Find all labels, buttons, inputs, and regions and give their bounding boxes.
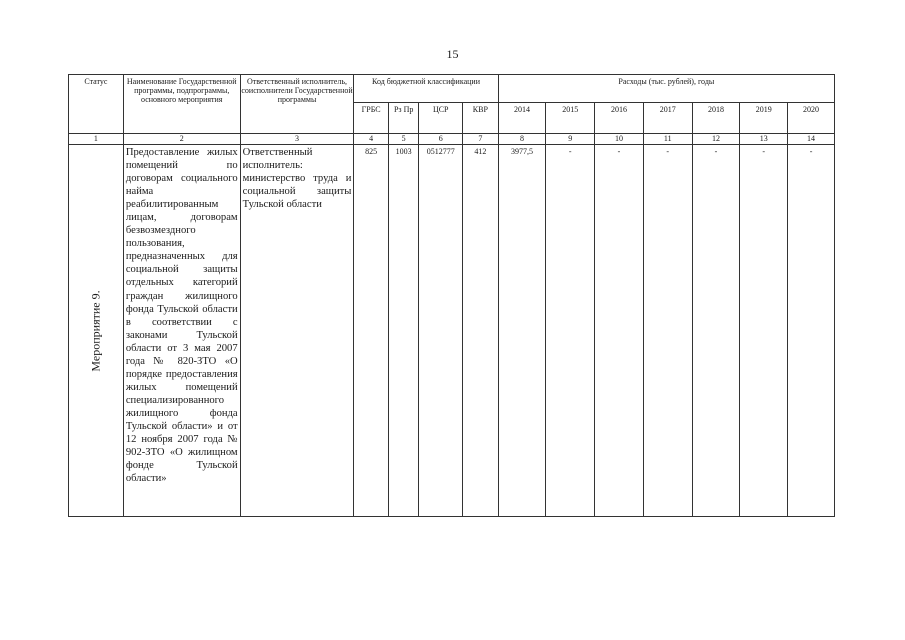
- column-number: 12: [692, 134, 740, 145]
- expense-2018: -: [692, 145, 740, 517]
- column-number-row: [69, 134, 835, 145]
- measure-name: Предоставление жилых помещений по договорам социального найма реабилитированным лицам, договорам безвозмездного пользования, предназначенных для социальной защиты отдельных категорий граждан жилищного фонда Тульской области в соответствии с законами Тульской области от 3 мая 2007 года № 820-ЗТО «О порядке предоставления жилых помещений специализированного жилищного фонда Тульской области» и от 12 ноября 2007 года № 902-ЗТО «О жилищном фонде Тульской области»: [123, 145, 240, 517]
- column-number: 1: [69, 134, 124, 145]
- column-number: 13: [740, 134, 788, 145]
- column-number: 2: [123, 134, 240, 145]
- column-number: 10: [595, 134, 644, 145]
- rzpr-value: 1003: [388, 145, 418, 517]
- column-number: 7: [463, 134, 499, 145]
- grbs-value: 825: [354, 145, 389, 517]
- header-year-2015: 2015: [546, 103, 595, 134]
- header-year-2018: 2018: [692, 103, 740, 134]
- header-year-2019: 2019: [740, 103, 788, 134]
- header-name: Наименование Государственной программы, подпрограммы, основного мероприятия: [123, 75, 240, 134]
- expense-2014: 3977,5: [498, 145, 546, 517]
- budget-table: [68, 74, 835, 517]
- status-label: Мероприятие 9.: [88, 289, 103, 372]
- table-row: [69, 145, 835, 517]
- column-number: 4: [354, 134, 389, 145]
- page-number: 15: [446, 47, 459, 61]
- header-year-2017: 2017: [643, 103, 692, 134]
- column-number: 11: [643, 134, 692, 145]
- responsible-executor: Ответственный исполнитель: министерство труда и социальной защиты Тульской области: [240, 145, 354, 517]
- header-responsible: Ответственный исполнитель, соисполнители Государственной программы: [240, 75, 354, 134]
- header-year-2014: 2014: [498, 103, 546, 134]
- column-number: 8: [498, 134, 546, 145]
- expense-2019: -: [740, 145, 788, 517]
- column-number: 6: [419, 134, 463, 145]
- expense-2020: -: [788, 145, 835, 517]
- status-cell: [69, 145, 124, 517]
- column-number: 5: [388, 134, 418, 145]
- header-grbs: ГРБС: [354, 103, 389, 134]
- kvr-value: 412: [463, 145, 499, 517]
- header-year-2020: 2020: [788, 103, 835, 134]
- header-row-top: [69, 75, 835, 103]
- header-status: Статус: [69, 75, 124, 134]
- header-expenses: Расходы (тыс. рублей), годы: [498, 75, 834, 103]
- column-number: 9: [546, 134, 595, 145]
- header-rzpr: Рз Пр: [388, 103, 418, 134]
- column-number: 14: [788, 134, 835, 145]
- header-kvr: КВР: [463, 103, 499, 134]
- header-budget-code: Код бюджетной классификации: [354, 75, 498, 103]
- csr-value: 0512777: [419, 145, 463, 517]
- expense-2016: -: [595, 145, 644, 517]
- expense-2015: -: [546, 145, 595, 517]
- column-number: 3: [240, 134, 354, 145]
- expense-2017: -: [643, 145, 692, 517]
- header-csr: ЦСР: [419, 103, 463, 134]
- header-year-2016: 2016: [595, 103, 644, 134]
